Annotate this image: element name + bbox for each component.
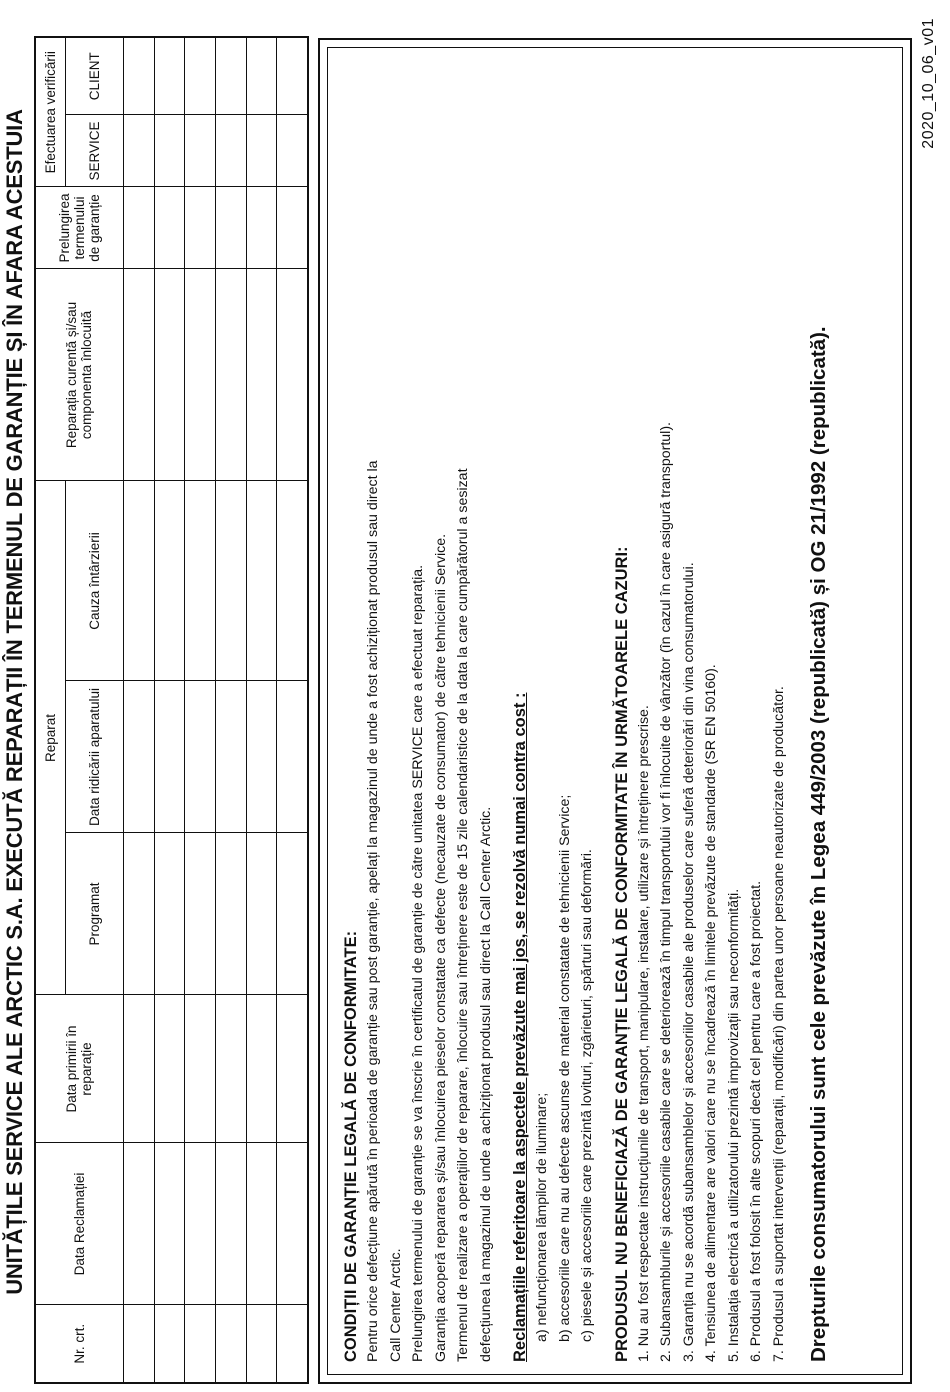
table-cell — [215, 481, 246, 681]
table-cell — [123, 481, 154, 681]
claim-item: a) nefuncționarea lămpilor de iluminare; — [534, 1092, 550, 1342]
claims-list — [531, 58, 599, 1362]
header-data-reclamatiei: Data Reclamației — [35, 1143, 123, 1305]
exclusion-item: 6. Produsul a fost folosit în alte scopuri decât cel pentru care a fost proiectat. — [748, 880, 764, 1362]
table-cell — [154, 481, 185, 681]
table-cell — [215, 681, 246, 833]
table-cell — [185, 481, 216, 681]
table-row — [246, 37, 277, 1383]
table-cell — [277, 269, 308, 481]
document-version: 2020_10_06_v01 — [920, 18, 937, 149]
table-cell — [154, 1305, 185, 1383]
table-cell — [154, 187, 185, 269]
table-cell — [246, 37, 277, 115]
exclusion-item: 7. Produsul a suportat intervenții (reparații, modificări) din partea unor persoane neautorizate de producător. — [770, 686, 787, 1362]
table-cell — [277, 995, 308, 1143]
table-cell — [123, 269, 154, 481]
header-programat: Programat — [65, 833, 123, 995]
table-cell — [215, 269, 246, 481]
header-reparat: Reparat — [35, 481, 65, 995]
header-nr-crt: Nr. crt. — [35, 1305, 123, 1383]
table-cell — [154, 833, 185, 995]
table-body — [123, 37, 308, 1383]
warranty-conditions-inner-frame — [327, 47, 903, 1375]
repair-log-table — [34, 36, 309, 1384]
table-cell — [215, 1305, 246, 1383]
exclusion-item: 5. Instalația electrică a utilizatorului prezintă improvizații sau neconformități. — [725, 888, 742, 1362]
conditions-paragraph — [362, 58, 497, 1362]
header-reparatia-curenta: Reparația curentă și/sau componenta înlocuită — [35, 269, 123, 481]
table-cell — [154, 995, 185, 1143]
table-cell — [215, 115, 246, 187]
consumer-rights-statement: Drepturile consumatorului sunt cele prevăzute în Legea 449/2003 (republicată) și OG 21/1992 (republicată). — [807, 326, 830, 1362]
table-cell — [185, 37, 216, 115]
table-cell — [246, 995, 277, 1143]
exclusions-heading: PRODUSUL NU BENEFICIAZĂ DE GARANȚIE LEGALĂ DE CONFORMITATE ÎN URMĂTOARELE CAZURI: — [612, 546, 631, 1362]
table-cell — [185, 995, 216, 1143]
conditions-paragraph-line: Pentru orice defecțiune apărută în perioada de garanție sau post garanție, apelați la magazinul de unde a fost achiziționat produsul sau direct la — [365, 460, 381, 1362]
table-cell — [246, 833, 277, 995]
table-cell — [246, 269, 277, 481]
table-cell — [154, 37, 185, 115]
table-cell — [246, 187, 277, 269]
header-service: SERVICE — [65, 115, 123, 187]
table-cell — [277, 481, 308, 681]
table-cell — [277, 1305, 308, 1383]
header-efectuarea-verificarii: Efectuarea verificării — [35, 37, 65, 187]
conditions-paragraph-line: Termenul de realizare a operațiilor de reparare, înlocuire sau întreținere este de 15 zile calendaristice de la data la care cumpărătorul a sesizat — [455, 468, 471, 1362]
table-cell — [123, 995, 154, 1143]
exclusion-item: 3. Garanția nu se acordă subansamblelor și accesoriilor casabile ale produselor care suferă deteriorări din vina consumatorului. — [680, 562, 697, 1362]
conditions-paragraph-line: Call Center Arctic. — [387, 1248, 404, 1362]
table-cell — [185, 1305, 216, 1383]
document-title: UNITĂȚILE SERVICE ALE ARCTIC S.A. EXECUTĂ REPARAȚII ÎN TERMENUL DE GARANȚIE ȘI ÎN AFARA ACESTUIA — [2, 109, 27, 1295]
table-cell — [277, 187, 308, 269]
table-cell — [246, 1305, 277, 1383]
exclusion-item: 1. Nu au fost respectate instrucțiunile de transport, manipulare, instalare, utilizare și întreținere prescrise. — [635, 705, 652, 1362]
exclusion-item: 4. Tensiunea de alimentare are valori care nu se încadrează în limitele prevăzute de standarde (SR EN 50160). — [703, 664, 719, 1362]
table-cell — [246, 1143, 277, 1305]
conditions-heading: CONDIȚII DE GARANȚIE LEGALĂ DE CONFORMITATE: — [342, 930, 360, 1362]
claim-item: c) piesele și accesoriile care prezintă lovituri, zgârieturi, spărturi sau deformări. — [579, 849, 595, 1342]
table-row — [154, 37, 185, 1383]
header-client: CLIENT — [65, 37, 123, 115]
table-cell — [123, 37, 154, 115]
table-cell — [246, 481, 277, 681]
table-cell — [123, 187, 154, 269]
table-cell — [123, 1305, 154, 1383]
table-cell — [215, 1143, 246, 1305]
exclusion-item: 2. Subansamblurile și accesoriile casabile care se deteriorează în timpul transportului vor fi înlocuite de vânzător (în cazul în care asigură transportul). — [658, 422, 674, 1362]
table-cell — [215, 995, 246, 1143]
table-cell — [123, 681, 154, 833]
claims-heading: Reclamațiile referitoare la aspectele prevăzute mai jos, se rezolvă numai contra cost : — [511, 692, 529, 1362]
table-cell — [277, 1143, 308, 1305]
table-cell — [123, 115, 154, 187]
table-cell — [277, 833, 308, 995]
table-cell — [185, 1143, 216, 1305]
header-cauza-intarzierii: Cauza întârzierii — [65, 481, 123, 681]
table-cell — [185, 115, 216, 187]
table-cell — [277, 37, 308, 115]
table-cell — [123, 1143, 154, 1305]
table-row — [215, 37, 246, 1383]
table-cell — [185, 269, 216, 481]
table-cell — [185, 187, 216, 269]
table-cell — [123, 833, 154, 995]
conditions-paragraph-line: defecțiunea la magazinul de unde a achiziționat produsul sau direct la Call Center Arctic. — [477, 806, 494, 1362]
exclusions-list — [633, 58, 791, 1362]
header-prelungirea-garantiei: Prelungirea termenului de garanție — [35, 187, 123, 269]
table-cell — [154, 681, 185, 833]
table-cell — [246, 115, 277, 187]
table-row — [185, 37, 216, 1383]
table-cell — [215, 833, 246, 995]
table-cell — [154, 1143, 185, 1305]
table-cell — [215, 37, 246, 115]
table-cell — [154, 115, 185, 187]
warranty-conditions-box — [318, 38, 912, 1384]
table-cell — [154, 269, 185, 481]
table-cell — [215, 187, 246, 269]
table-cell — [246, 681, 277, 833]
table-cell — [185, 681, 216, 833]
claim-item: b) accesoriile care nu au defecte ascunse de material constatate de tehnicienii Service; — [556, 794, 573, 1342]
table-row — [277, 37, 308, 1383]
table-cell — [185, 833, 216, 995]
table-cell — [277, 115, 308, 187]
conditions-paragraph-line: Garanția acoperă repararea și/sau înlocuirea pieselor constatate ca defecte (necauzate de consumator) de către tehnicienii Service. — [432, 533, 449, 1362]
conditions-paragraph-line: Prelungirea termenului de garanție se va înscrie în certificatul de garanție de către unitatea SERVICE care a efectuat reparația. — [410, 564, 426, 1362]
table-cell — [277, 681, 308, 833]
table-row — [123, 37, 154, 1383]
header-data-ridicarii: Data ridicării aparatului — [65, 681, 123, 833]
header-data-primirii: Data primirii în reparație — [35, 995, 123, 1143]
